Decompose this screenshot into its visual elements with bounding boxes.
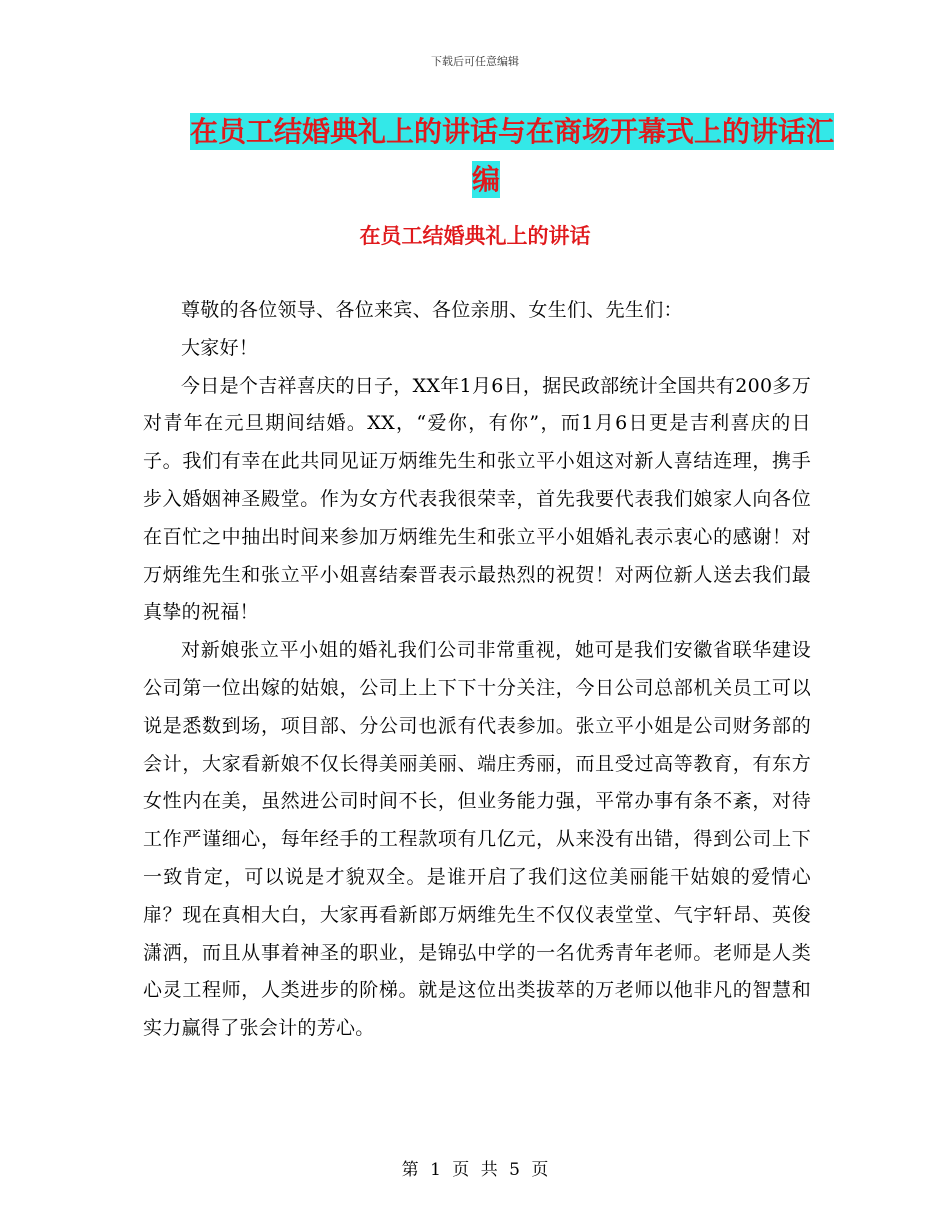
title-line-2-text: 编: [471, 163, 500, 196]
section-title: 在员工结婚典礼上的讲话: [359, 224, 591, 248]
paragraph-2: 对新娘张立平小姐的婚礼我们公司非常重视，她可是我们安徽省联华建设公司第一位出嫁的姑娘，公司上上下下十分关注，今日公司总部机关员工可以说是悉数到场，项目部、分公司也派有代表参加。张立平小姐是公司财务部的会计，大家看新娘不仅长得美丽美丽、端庄秀丽，而且受过高等教育，有东方女性内在美，虽然进公司时间不长，但业务能力强，平常办事有条不紊，对待工作严谨细心，每年经手的工程款项有几亿元，从来没有出错，得到公司上下一致肯定，可以说是才貌双全。是谁开启了我们这位美丽能干姑娘的爱情心扉？现在真相大白，大家再看新郎万炳维先生不仅仪表堂堂、气宇轩昂、英俊潇洒，而且从事着神圣的职业，是锦弘中学的一名优秀青年老师。老师是人类心灵工程师，人类进步的阶梯。就是这位出类拔萃的万老师以他非凡的智慧和实力赢得了张会计的芳心。: [143, 639, 811, 1040]
body-text: [143, 292, 811, 1048]
title-line-2: [176, 156, 796, 204]
title-line-1: [190, 108, 835, 156]
paragraph-salutation: 尊敬的各位领导、各位来宾、各位亲朋、女生们、先生们：: [181, 299, 683, 321]
header-note: 下载后可任意编辑: [431, 55, 519, 68]
page-number-footer: 第 1 页 共 5 页: [401, 1160, 549, 1180]
title-line-1-text: 在员工结婚典礼上的讲话与在商场开幕式上的讲话汇: [190, 115, 835, 148]
paragraph-greeting: 大家好！: [181, 336, 259, 359]
document-title: [190, 108, 835, 204]
paragraph-1: 今日是个吉祥喜庆的日子，XX年1月6日，据民政部统计全国共有200多万对青年在元旦期间结婚。XX，“爱你，有你”，而1月6日更是吉利喜庆的日子。我们有幸在此共同见证万炳维先生和张立平小姐这对新人喜结连理，携手步入婚姻神圣殿堂。作为女方代表我很荣幸，首先我要代表我们娘家人向各位在百忙之中抽出时间来参加万炳维先生和张立平小姐婚礼表示衷心的感谢！对万炳维先生和张立平小姐喜结秦晋表示最热烈的祝贺！对两位新人送去我们最真挚的祝福！: [143, 374, 811, 624]
